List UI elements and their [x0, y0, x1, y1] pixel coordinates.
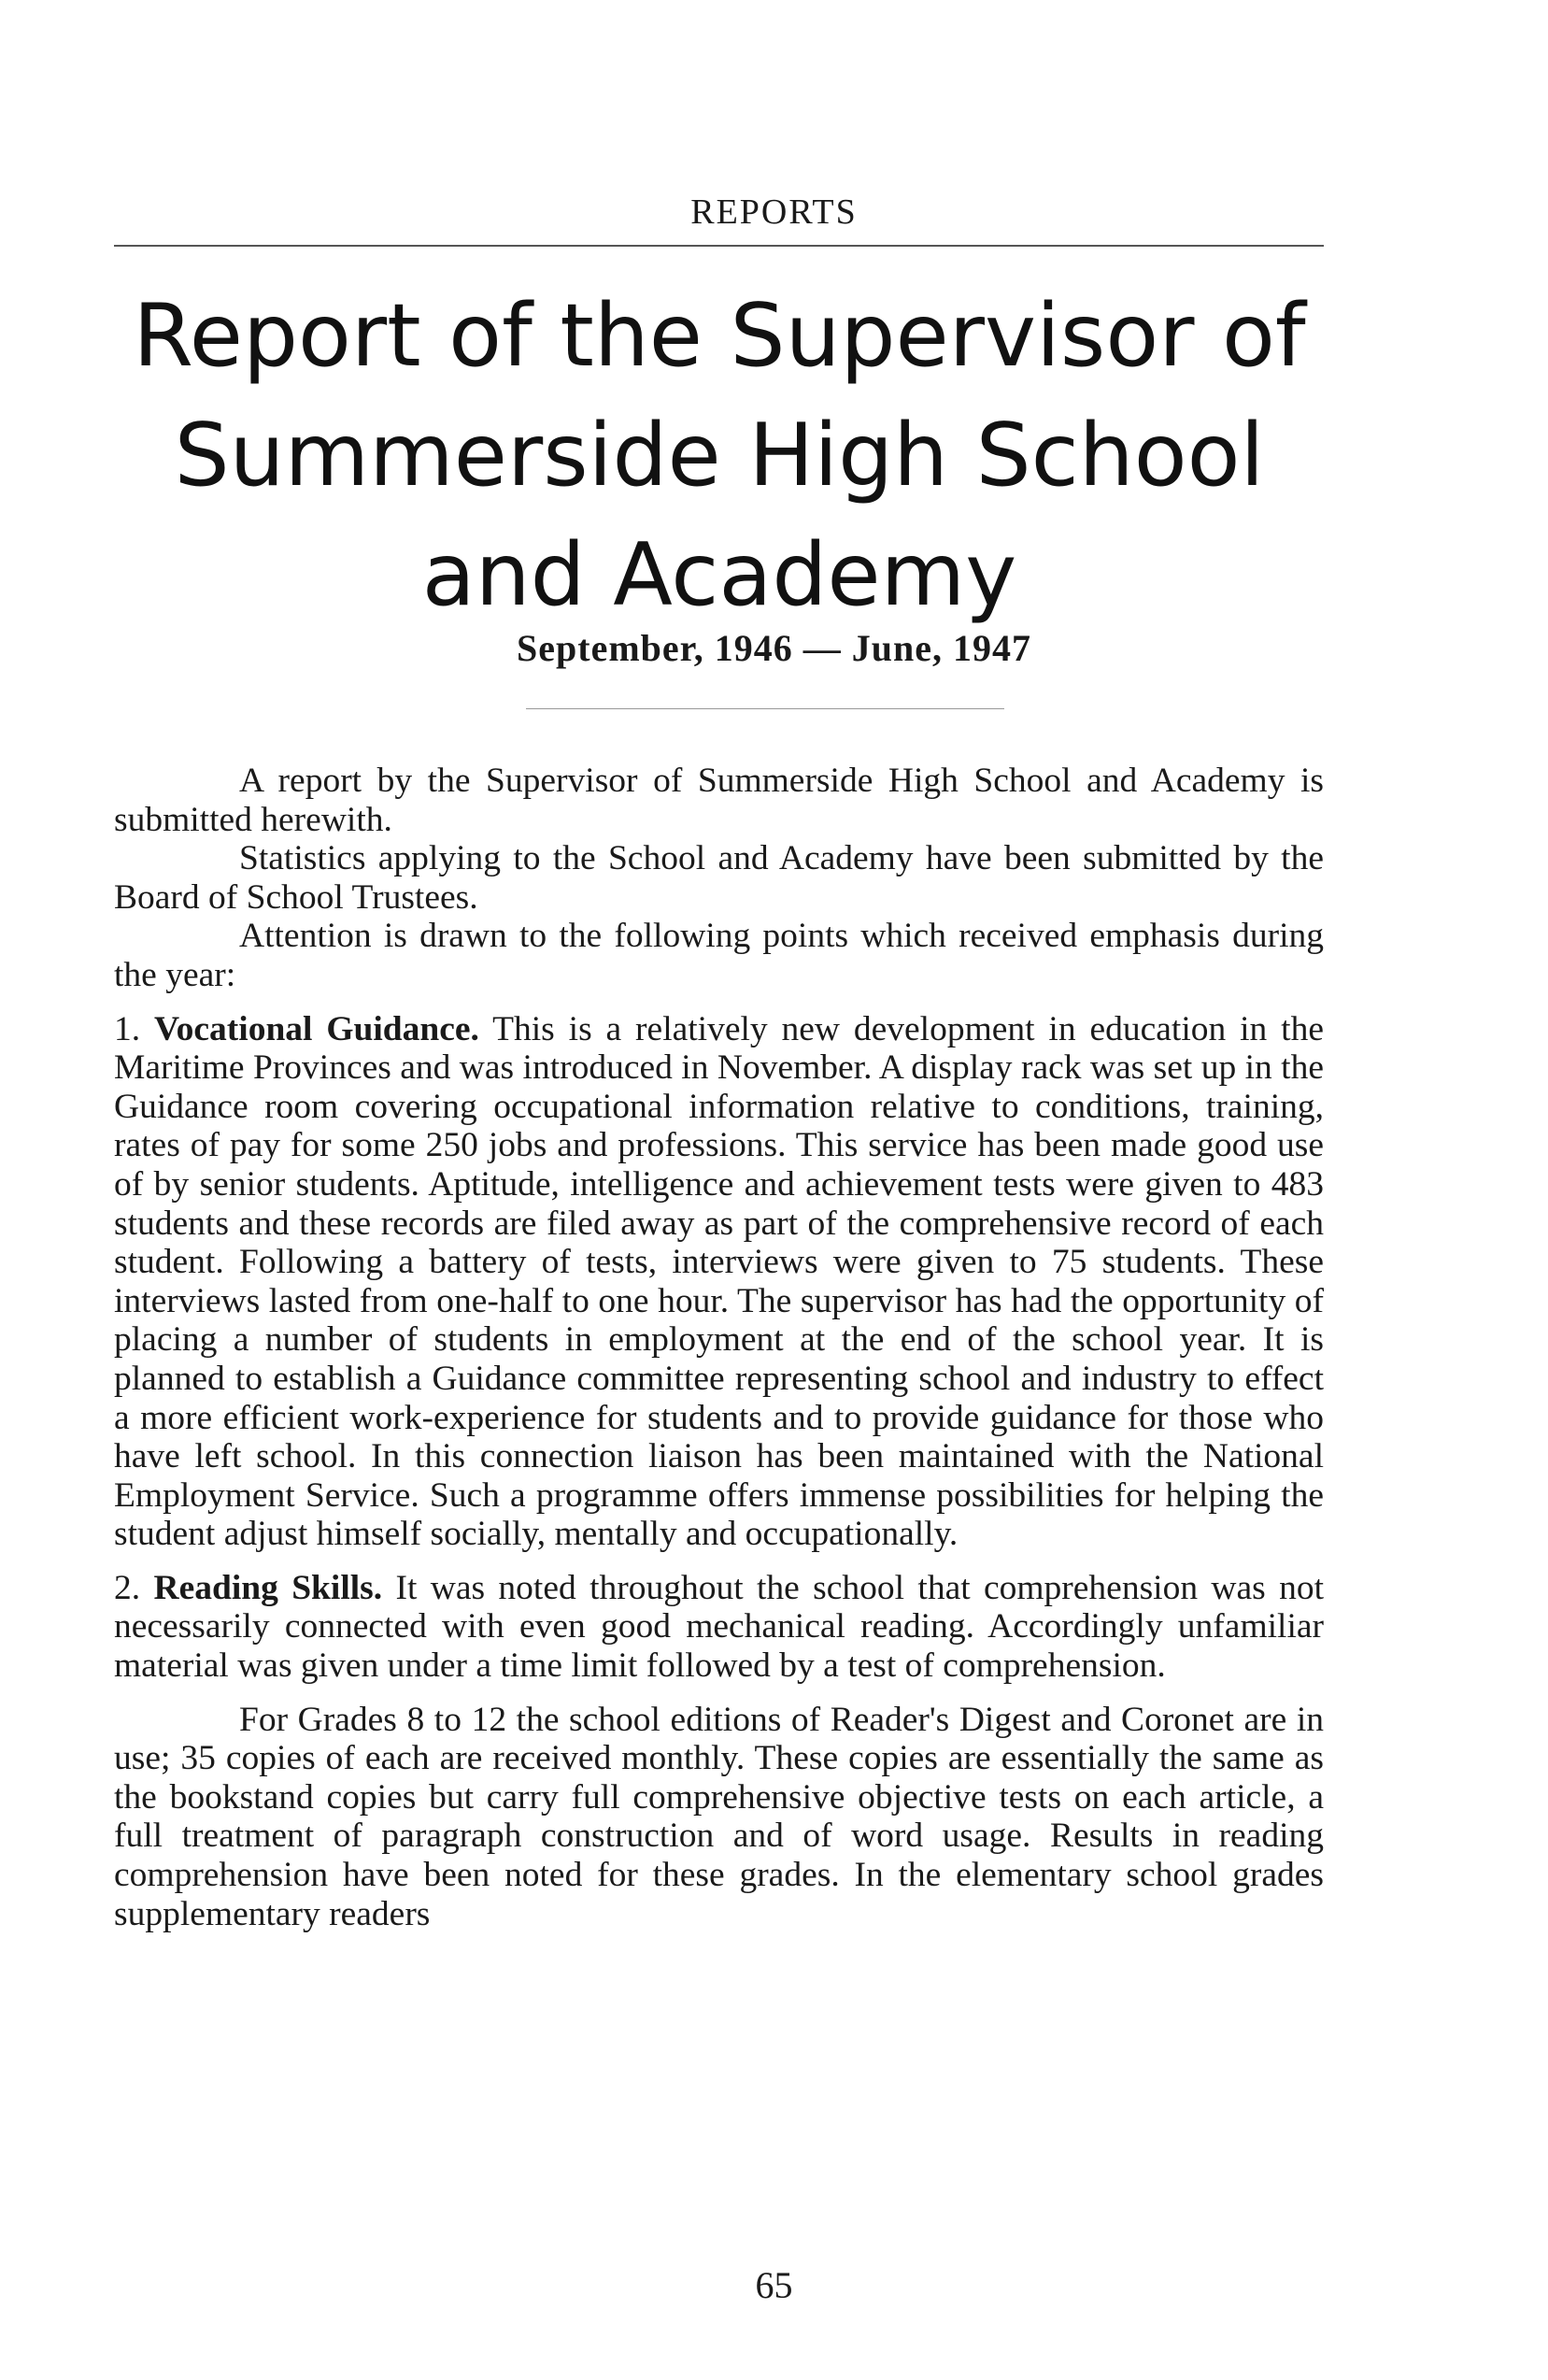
intro-paragraph-2: Statistics applying to the School and Academy have been submitted by the Board of School Trustees.	[114, 839, 1324, 917]
title-line-2: Summerside High School	[174, 405, 1265, 506]
page-number: 65	[755, 2264, 793, 2306]
section-number: 1.	[114, 1009, 141, 1048]
section-heading: Reading Skills.	[153, 1568, 383, 1607]
title-line-3: and Academy	[421, 524, 1017, 625]
running-head: REPORTS	[690, 192, 858, 232]
title-line-1: Report of the Supervisor of	[133, 285, 1306, 386]
report-body	[114, 762, 1324, 1933]
intro-paragraph-1: A report by the Supervisor of Summerside High School and Academy is submitted herewith.	[114, 762, 1324, 839]
section-heading: Vocational Guidance.	[154, 1009, 479, 1048]
report-title	[93, 276, 1345, 634]
section-vocational-guidance	[114, 1010, 1324, 1554]
header-rule	[114, 245, 1324, 247]
section-text: It was noted throughout the school that comprehension was not necessarily connected with even good mechanical reading. Accordingly unfamiliar material was given under a time limit followed by a test of comprehension.	[114, 1568, 1325, 1686]
section-text: This is a relatively new development in education in the Maritime Provinces and was introduced in November. A display rack was set up in the Guidance room covering occupational information relative to conditions, training, rates of pay for some 250 jobs and professions. This service has been made good use of by senior students. Aptitude, intelligence and achievement tests were given to 483 students and these records are filed away as part of the comprehensive record of each student. Following a battery of tests, interviews were given to 75 students. These interviews lasted from one-half to one hour. The supervisor has had the opportunity of placing a number of students in employment at the end of the school year. It is planned to establish a Guidance committee representing school and industry to effect a more efficient work-experience for students and to provide guidance for those who have left school. In this connection liaison has been maintained with the National Employment Service. Such a programme offers immense possibilities for helping the student adjust himself socially, mentally and occupationally.	[114, 1009, 1324, 1554]
section-reading-skills	[114, 1569, 1324, 1686]
section-number: 2.	[114, 1568, 141, 1607]
report-dates: September, 1946 — June, 1947	[517, 627, 1031, 669]
divider-rule	[526, 708, 1004, 709]
closing-paragraph: For Grades 8 to 12 the school editions of Reader's Digest and Coronet are in use; 35 copies of each are received monthly. These copies are essentially the same as the bookstand copies but carry full comprehensive objective tests on each article, a full treatment of paragraph construction and of word usage. Results in reading comprehension have been noted for these grades. In the elementary school grades supplementary readers	[114, 1700, 1324, 1933]
intro-paragraph-3: Attention is drawn to the following points which received emphasis during the year:	[114, 917, 1324, 994]
